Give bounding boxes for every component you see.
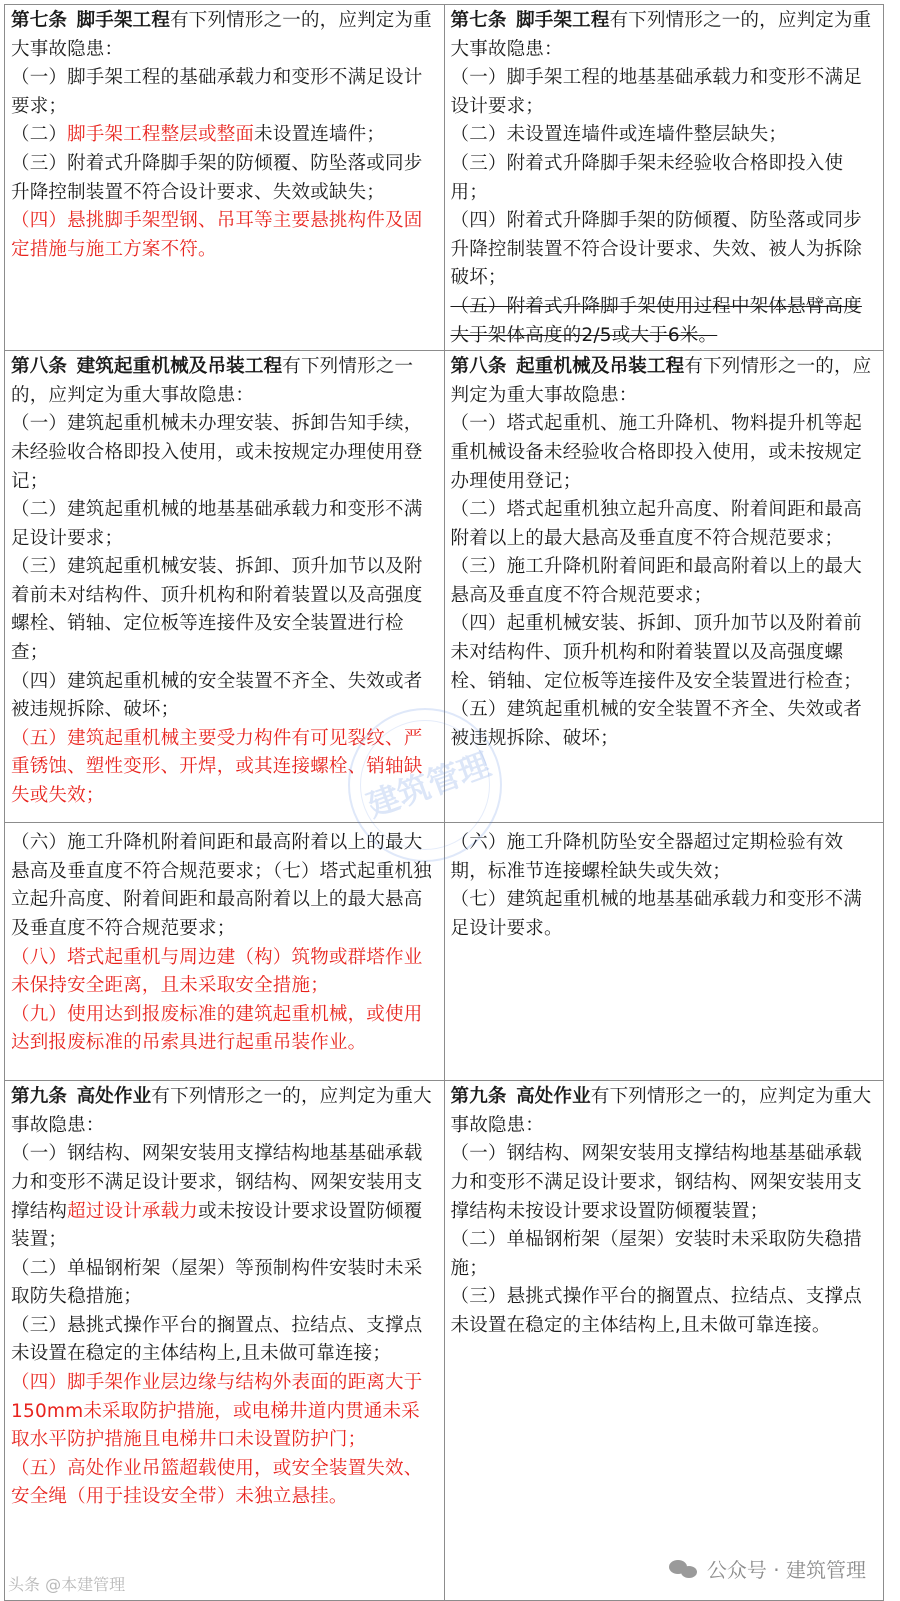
clause-item <box>451 1226 878 1283</box>
article-intro: 有下列情形之一的，应判定为重大事故隐患： <box>450 10 872 60</box>
clause-text: （五）高处作业吊篮超载使用，或安全装置失效、安全绳（用于挂设安全带）未独立悬挂。 <box>11 1457 423 1508</box>
clause-text: （三）施工升降机附着间距和最高附着以上的最大悬高及垂直度不符合规范要求； <box>450 556 862 606</box>
article-number: 第八条 <box>450 356 507 378</box>
clause-text: （一）脚手架工程的地基基础承载力和变形不满足设计要求； <box>450 67 862 117</box>
clause-item <box>11 496 438 553</box>
clause-item <box>451 207 878 293</box>
clause-item <box>451 121 878 150</box>
comparison-table <box>4 4 884 1601</box>
article-number: 第九条 <box>11 1086 68 1108</box>
clause-item <box>451 696 878 753</box>
clause-item <box>451 886 878 943</box>
cell-right <box>444 351 884 823</box>
table-row <box>5 823 884 1081</box>
cell-left <box>5 5 445 351</box>
clause-item <box>11 1001 438 1058</box>
clause-text: （四）起重机械安装、拆卸、顶升加节以及附着前未对结构件、顶升机构和附着装置以及高强度螺栓、销轴、定位板等连接件及安全装置进行检查； <box>450 613 862 692</box>
clause-text: （四）建筑起重机械的安全装置不齐全、失效或者被违规拆除、破坏； <box>11 670 423 721</box>
clause-text: （三）附着式升降脚手架未经验收合格即投入使用； <box>450 152 844 203</box>
clause-text: （三）附着式升降脚手架的防倾覆、防坠落或同步升降控制装置不符合设计要求、失效或缺失； <box>11 152 423 203</box>
clause-text: （五）建筑起重机械主要受力构件有可见裂纹、严重锈蚀、塑性变形、开焊，或其连接螺栓、销轴缺失或失效； <box>11 727 423 807</box>
article-heading <box>451 7 878 64</box>
clause-item <box>451 610 878 696</box>
clause-item <box>11 944 438 1001</box>
clause-text: （二） <box>11 124 68 146</box>
clause-text: （六）施工升降机防坠安全器超过定期检验有效期，标准节连接螺栓缺失或失效； <box>450 832 844 882</box>
seal-text: 建筑管理 <box>362 745 496 825</box>
clause-item <box>11 207 438 264</box>
clause-text: （八）塔式起重机与周边建（构）筑物或群塔作业未保持安全距离，且未采取安全措施； <box>11 946 423 997</box>
article-intro: 有下列情形之一的，应判定为重大事故隐患： <box>11 10 432 60</box>
clause-text: （一）钢结构、网架安装用支撑结构地基基础承载力和变形不满足设计要求，钢结构、网架安装用支撑结构 <box>11 1143 423 1222</box>
clause-item <box>451 64 878 121</box>
article-heading <box>11 7 438 64</box>
table-row <box>5 1081 884 1601</box>
clause-text: （一）钢结构、网架安装用支撑结构地基基础承载力和变形不满足设计要求，钢结构、网架安装用支撑结构未按设计要求设置防倾覆装置； <box>450 1143 862 1222</box>
clause-item <box>11 1369 438 1455</box>
clause-text: （二）未设置连墙件或连墙件整层缺失； <box>450 124 788 146</box>
clause-item <box>451 829 878 886</box>
clause-item <box>451 1140 878 1226</box>
clause-item <box>11 553 438 667</box>
article-intro: 有下列情形之一的，应判定为重大事故隐患： <box>450 1086 872 1136</box>
clause-text: （二）单榀钢桁架（屋架）安装时未采取防失稳措施； <box>450 1229 862 1279</box>
wechat-icon <box>669 1558 699 1580</box>
clause-text: （五）附着式升降脚手架使用过程中架体悬臂高度大于架体高度的2/5或大于6米。 <box>450 295 862 346</box>
clause-item <box>11 410 438 496</box>
clause-text: （四）附着式升降脚手架的防倾覆、防坠落或同步升降控制装置不符合设计要求、失效、被人为拆除破坏； <box>450 210 862 289</box>
article-number: 第七条 <box>11 10 68 31</box>
clause-text: （二）塔式起重机独立起升高度、附着间距和最高附着以上的最大悬高及垂直度不符合规范要求； <box>450 499 862 549</box>
clause-text: 脚手架工程整层或整面 <box>67 124 255 146</box>
clause-text: （九）使用达到报废标准的建筑起重机械，或使用达到报废标准的吊索具进行起重吊装作业。 <box>11 1003 423 1054</box>
table-row <box>5 5 884 351</box>
clause-text: 未设置连墙件； <box>254 124 386 146</box>
article-intro: 有下列情形之一的，应判定为重大事故隐患： <box>11 1086 432 1136</box>
cell-left <box>5 1081 445 1601</box>
article-title: 脚手架工程 <box>516 10 610 31</box>
clause-item <box>11 121 438 150</box>
cell-right <box>444 1081 884 1601</box>
article-title: 起重机械及吊装工程 <box>516 356 685 378</box>
article-intro: 有下列情形之一的，应判定为重大事故隐患： <box>450 356 872 406</box>
article-heading <box>451 1083 878 1140</box>
clause-text: （三）建筑起重机械安装、拆卸、顶升加节以及附着前未对结构件、顶升机构和附着装置以及高强度螺栓、销轴、定位板等连接件及安全装置进行检查； <box>11 556 423 664</box>
article-title: 建筑起重机械及吊装工程 <box>76 356 283 378</box>
clause-text: （一）脚手架工程的基础承载力和变形不满足设计要求； <box>11 67 423 117</box>
article-title: 脚手架工程 <box>76 10 171 31</box>
clause-item <box>11 1255 438 1312</box>
cell-left <box>5 351 445 823</box>
clause-item <box>11 150 438 207</box>
clause-text: （三）悬挑式操作平台的搁置点、拉结点、支撑点未设置在稳定的主体结构上,且未做可靠连接。 <box>450 1286 862 1336</box>
clause-text: （五）建筑起重机械的安全装置不齐全、失效或者被违规拆除、破坏； <box>450 699 862 749</box>
article-number: 第九条 <box>450 1086 507 1108</box>
article-title: 高处作业 <box>516 1086 591 1108</box>
clause-text: （一）建筑起重机械未办理安装、拆卸告知手续，未经验收合格即投入使用，或未按规定办理使用登记； <box>11 413 423 492</box>
clause-text: （四）悬挑脚手架型钢、吊耳等主要悬挑构件及固定措施与施工方案不符。 <box>11 210 423 260</box>
cell-left <box>5 823 445 1081</box>
article-number: 第七条 <box>450 10 507 31</box>
clause-item <box>11 1140 438 1254</box>
article-heading <box>11 1083 438 1140</box>
clause-item <box>11 829 438 943</box>
article-heading <box>451 353 878 410</box>
clause-item <box>11 64 438 121</box>
article-number: 第八条 <box>11 356 68 378</box>
watermark-right-text: 公众号 · 建筑管理 <box>706 1558 866 1582</box>
watermark-left: 头条 @本建管理 <box>8 1575 126 1594</box>
clause-text: （三）悬挑式操作平台的搁置点、拉结点、支撑点未设置在稳定的主体结构上,且未做可靠连接； <box>11 1314 423 1365</box>
clause-item <box>11 725 438 811</box>
article-intro: 有下列情形之一的，应判定为重大事故隐患： <box>11 356 414 406</box>
table-row <box>5 351 884 823</box>
clause-text: （四）脚手架作业层边缘与结构外表面的距离大于150mm未采取防护措施，或电梯井道内贯通未采取水平防护措施且电梯井口未设置防护门； <box>11 1372 423 1451</box>
article-title: 高处作业 <box>76 1086 152 1108</box>
cell-right <box>444 823 884 1081</box>
article-heading <box>11 353 438 410</box>
clause-item <box>11 1455 438 1512</box>
clause-text: （一）塔式起重机、施工升降机、物料提升机等起重机械设备未经验收合格即投入使用，或未按规定办理使用登记； <box>450 413 862 492</box>
watermark-right <box>669 1554 866 1583</box>
clause-text: （六）施工升降机附着间距和最高附着以上的最大悬高及垂直度不符合规范要求；（七）塔式起重机独立起升高度、附着间距和最高附着以上的最大悬高及垂直度不符合规范要求； <box>11 832 432 939</box>
clause-text: （二）建筑起重机械的地基基础承载力和变形不满足设计要求； <box>11 499 423 549</box>
clause-item <box>451 496 878 553</box>
cell-right <box>444 5 884 351</box>
clause-text: （二）单榀钢桁架（屋架）等预制构件安装时未采取防失稳措施； <box>11 1257 423 1308</box>
clause-item <box>451 410 878 496</box>
clause-text: 或未按设计要求设置防倾覆装置； <box>11 1200 423 1251</box>
clause-text: 超过设计承载力 <box>67 1200 199 1222</box>
clause-text: （七）建筑起重机械的地基基础承载力和变形不满足设计要求。 <box>450 889 862 939</box>
clause-item <box>11 668 438 725</box>
clause-item <box>11 1312 438 1369</box>
clause-item <box>451 293 878 350</box>
clause-item <box>451 553 878 610</box>
clause-item <box>451 150 878 207</box>
clause-item <box>451 1283 878 1340</box>
